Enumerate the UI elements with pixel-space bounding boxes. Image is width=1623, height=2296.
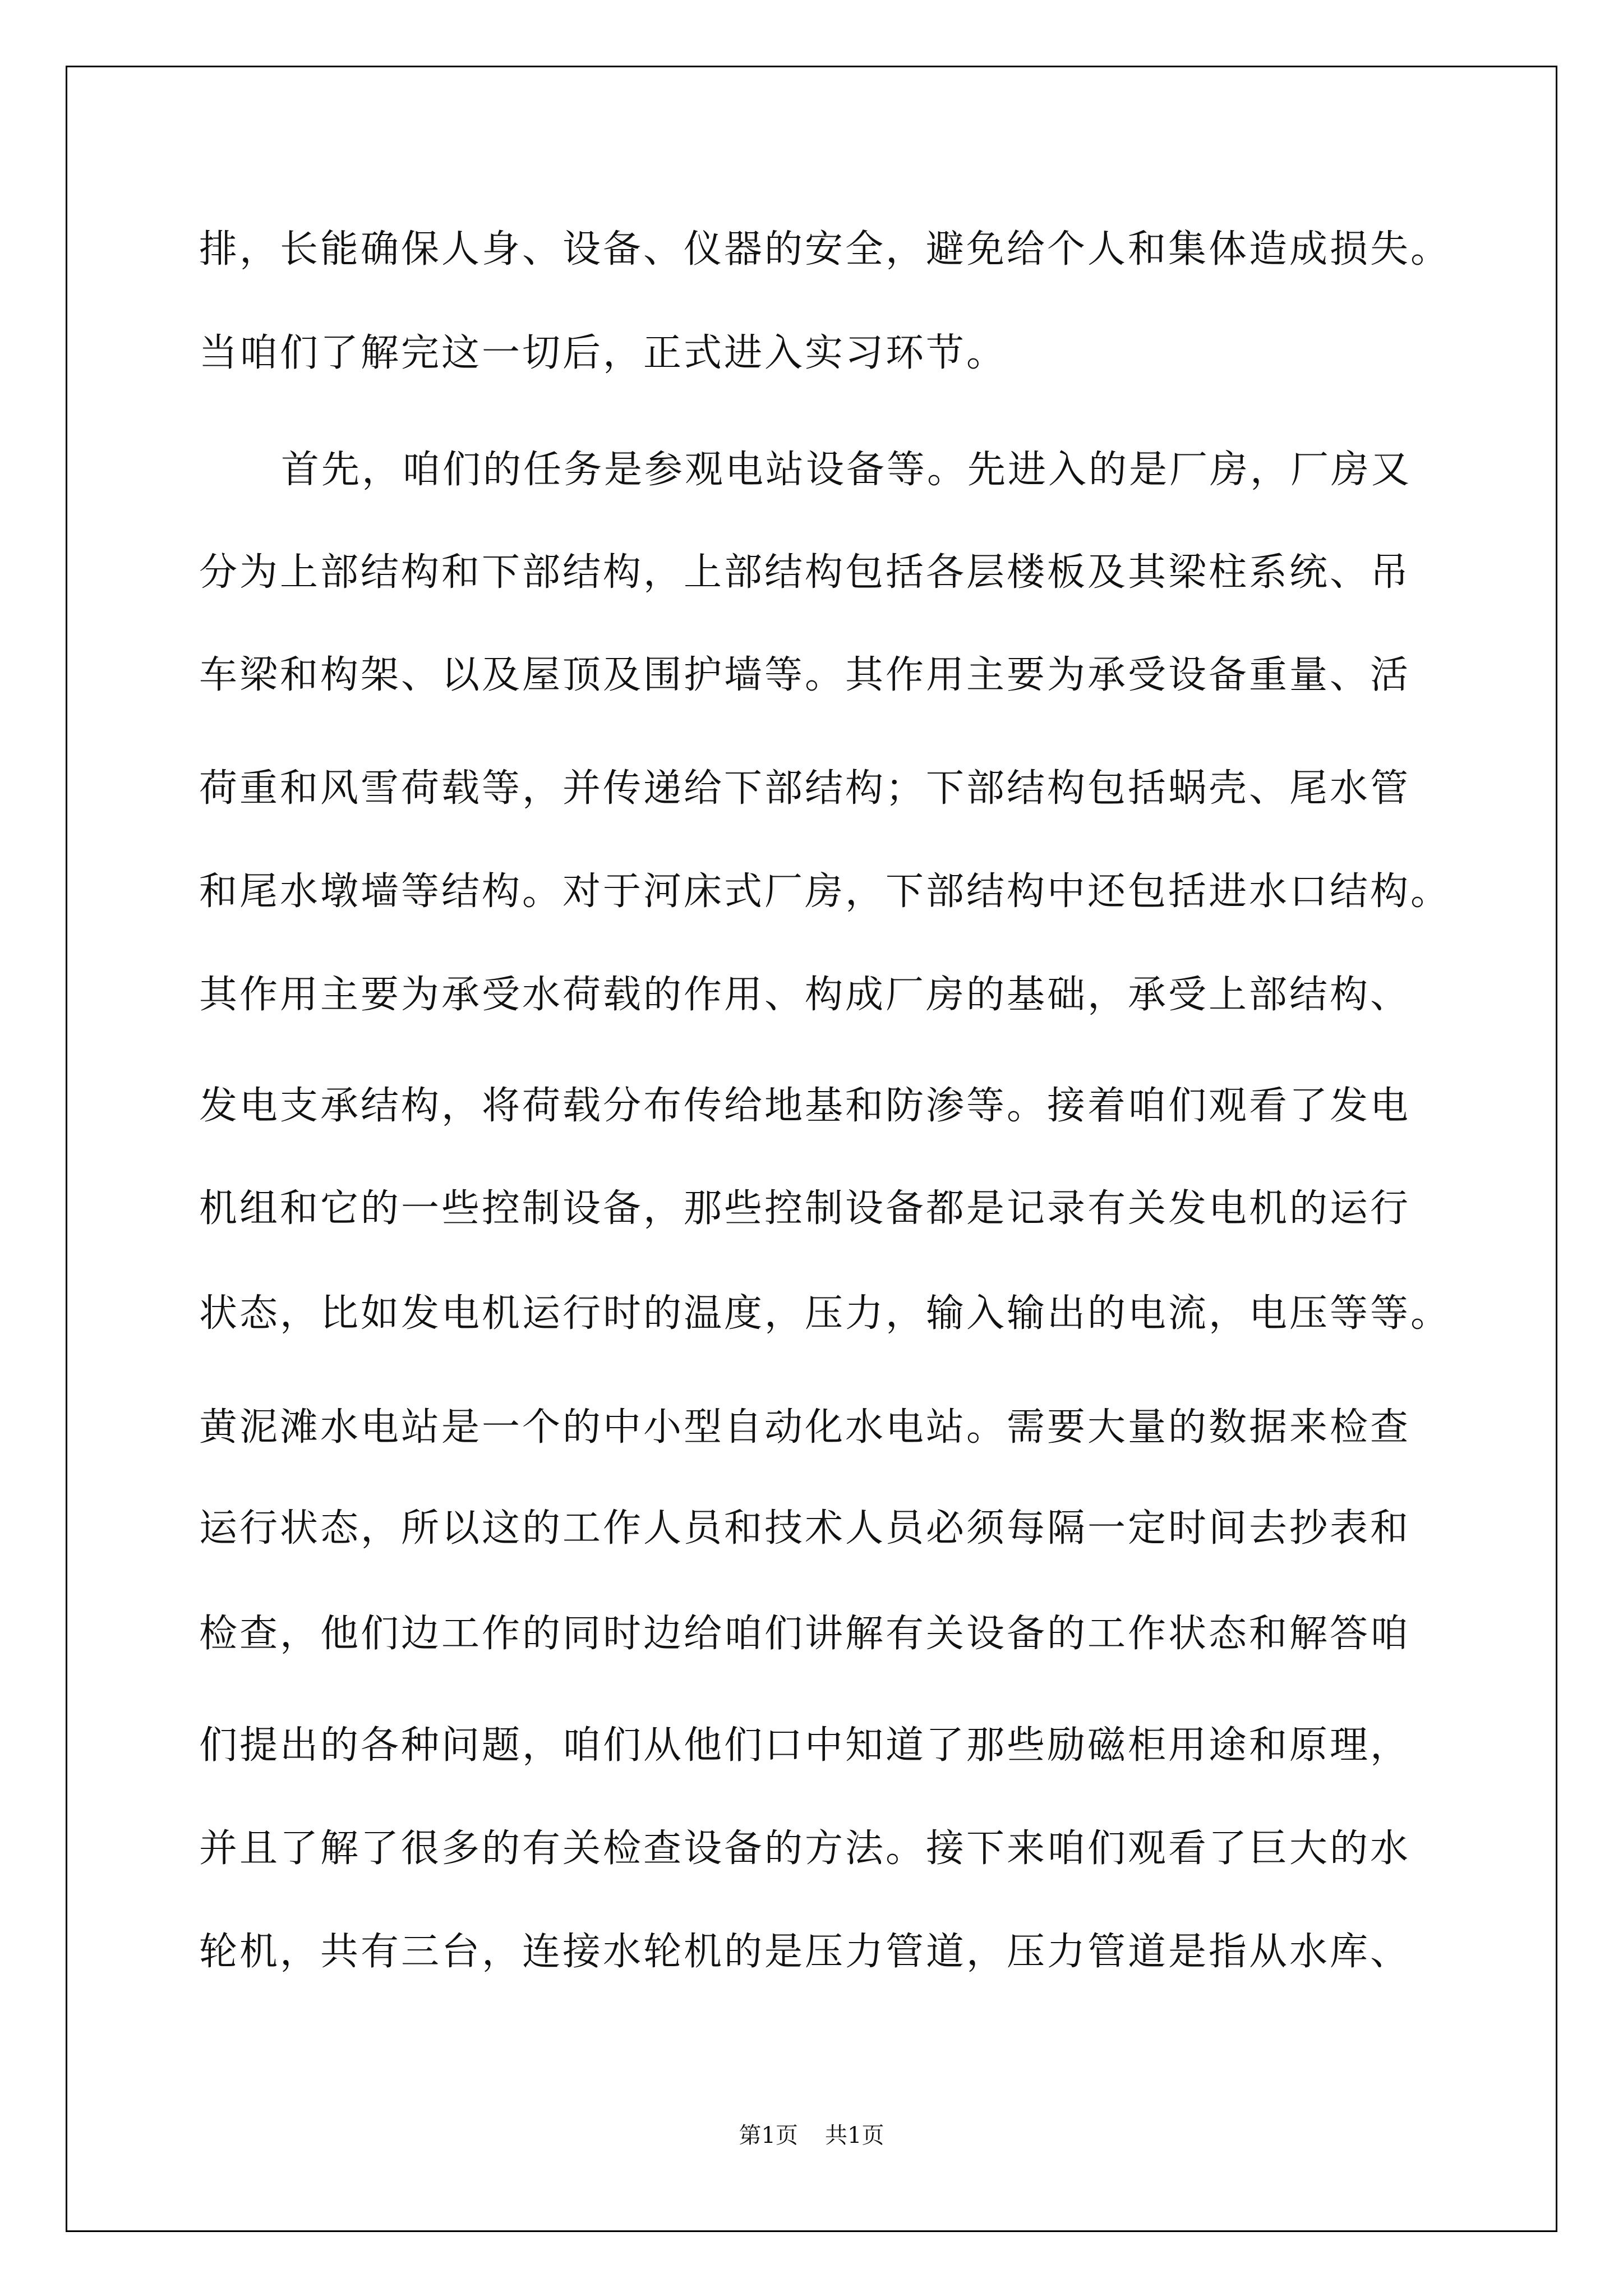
- paragraph-line: 和尾水墩墙等结构。对于河床式厂房，下部结构中还包括进水口结构。: [199, 869, 1451, 914]
- paragraph-line: 其作用主要为承受水荷载的作用、构成厂房的基础，承受上部结构、: [199, 973, 1411, 1017]
- paragraph-line: 轮机，共有三台，连接水轮机的是压力管道，压力管道是指从水库、: [199, 1930, 1411, 1974]
- page-border: [66, 66, 1557, 2232]
- paragraph-line: 并且了解了很多的有关检查设备的方法。接下来咱们观看了巨大的水: [199, 1826, 1411, 1871]
- paragraph-line: 排，长能确保人身、设备、仪器的安全，避免给个人和集体造成损失。: [199, 227, 1451, 272]
- paragraph-line: 们提出的各种问题，咱们从他们口中知道了那些励磁柜用途和原理，: [199, 1723, 1411, 1768]
- paragraph-line: 分为上部结构和下部结构，上部结构包括各层楼板及其梁柱系统、吊: [199, 550, 1411, 595]
- paragraph-line: 黄泥滩水电站是一个的中小型自动化水电站。需要大量的数据来检查: [199, 1405, 1411, 1450]
- paragraph-line: 车梁和构架、以及屋顶及围护墙等。其作用主要为承受设备重量、活: [199, 653, 1411, 697]
- paragraph-line: 荷重和风雪荷载等，并传递给下部结构；下部结构包括蜗壳、尾水管: [199, 766, 1411, 811]
- page-number: 第1页: [739, 2123, 798, 2148]
- paragraph-line: 检查，他们边工作的同时边给咱们讲解有关设备的工作状态和解答咱: [199, 1612, 1411, 1656]
- paragraph-line: 机组和它的一些控制设备，那些控制设备都是记录有关发电机的运行: [199, 1186, 1411, 1231]
- paragraph-line: 状态，比如发电机运行时的温度，压力，输入输出的电流，电压等等。: [199, 1291, 1451, 1336]
- paragraph-line: 运行状态，所以这的工作人员和技术人员必须每隔一定时间去抄表和: [199, 1506, 1411, 1550]
- paragraph-line: 发电支承结构，将荷载分布传给地基和防渗等。接着咱们观看了发电: [199, 1084, 1411, 1128]
- paragraph-line: 当咱们了解完这一切后，正式进入实习环节。: [199, 331, 1007, 375]
- page-footer: [0, 2118, 1623, 2150]
- total-pages: 共1页: [825, 2123, 884, 2148]
- paragraph-line: 首先，咱们的任务是参观电站设备等。先进入的是厂房，厂房又: [281, 448, 1412, 492]
